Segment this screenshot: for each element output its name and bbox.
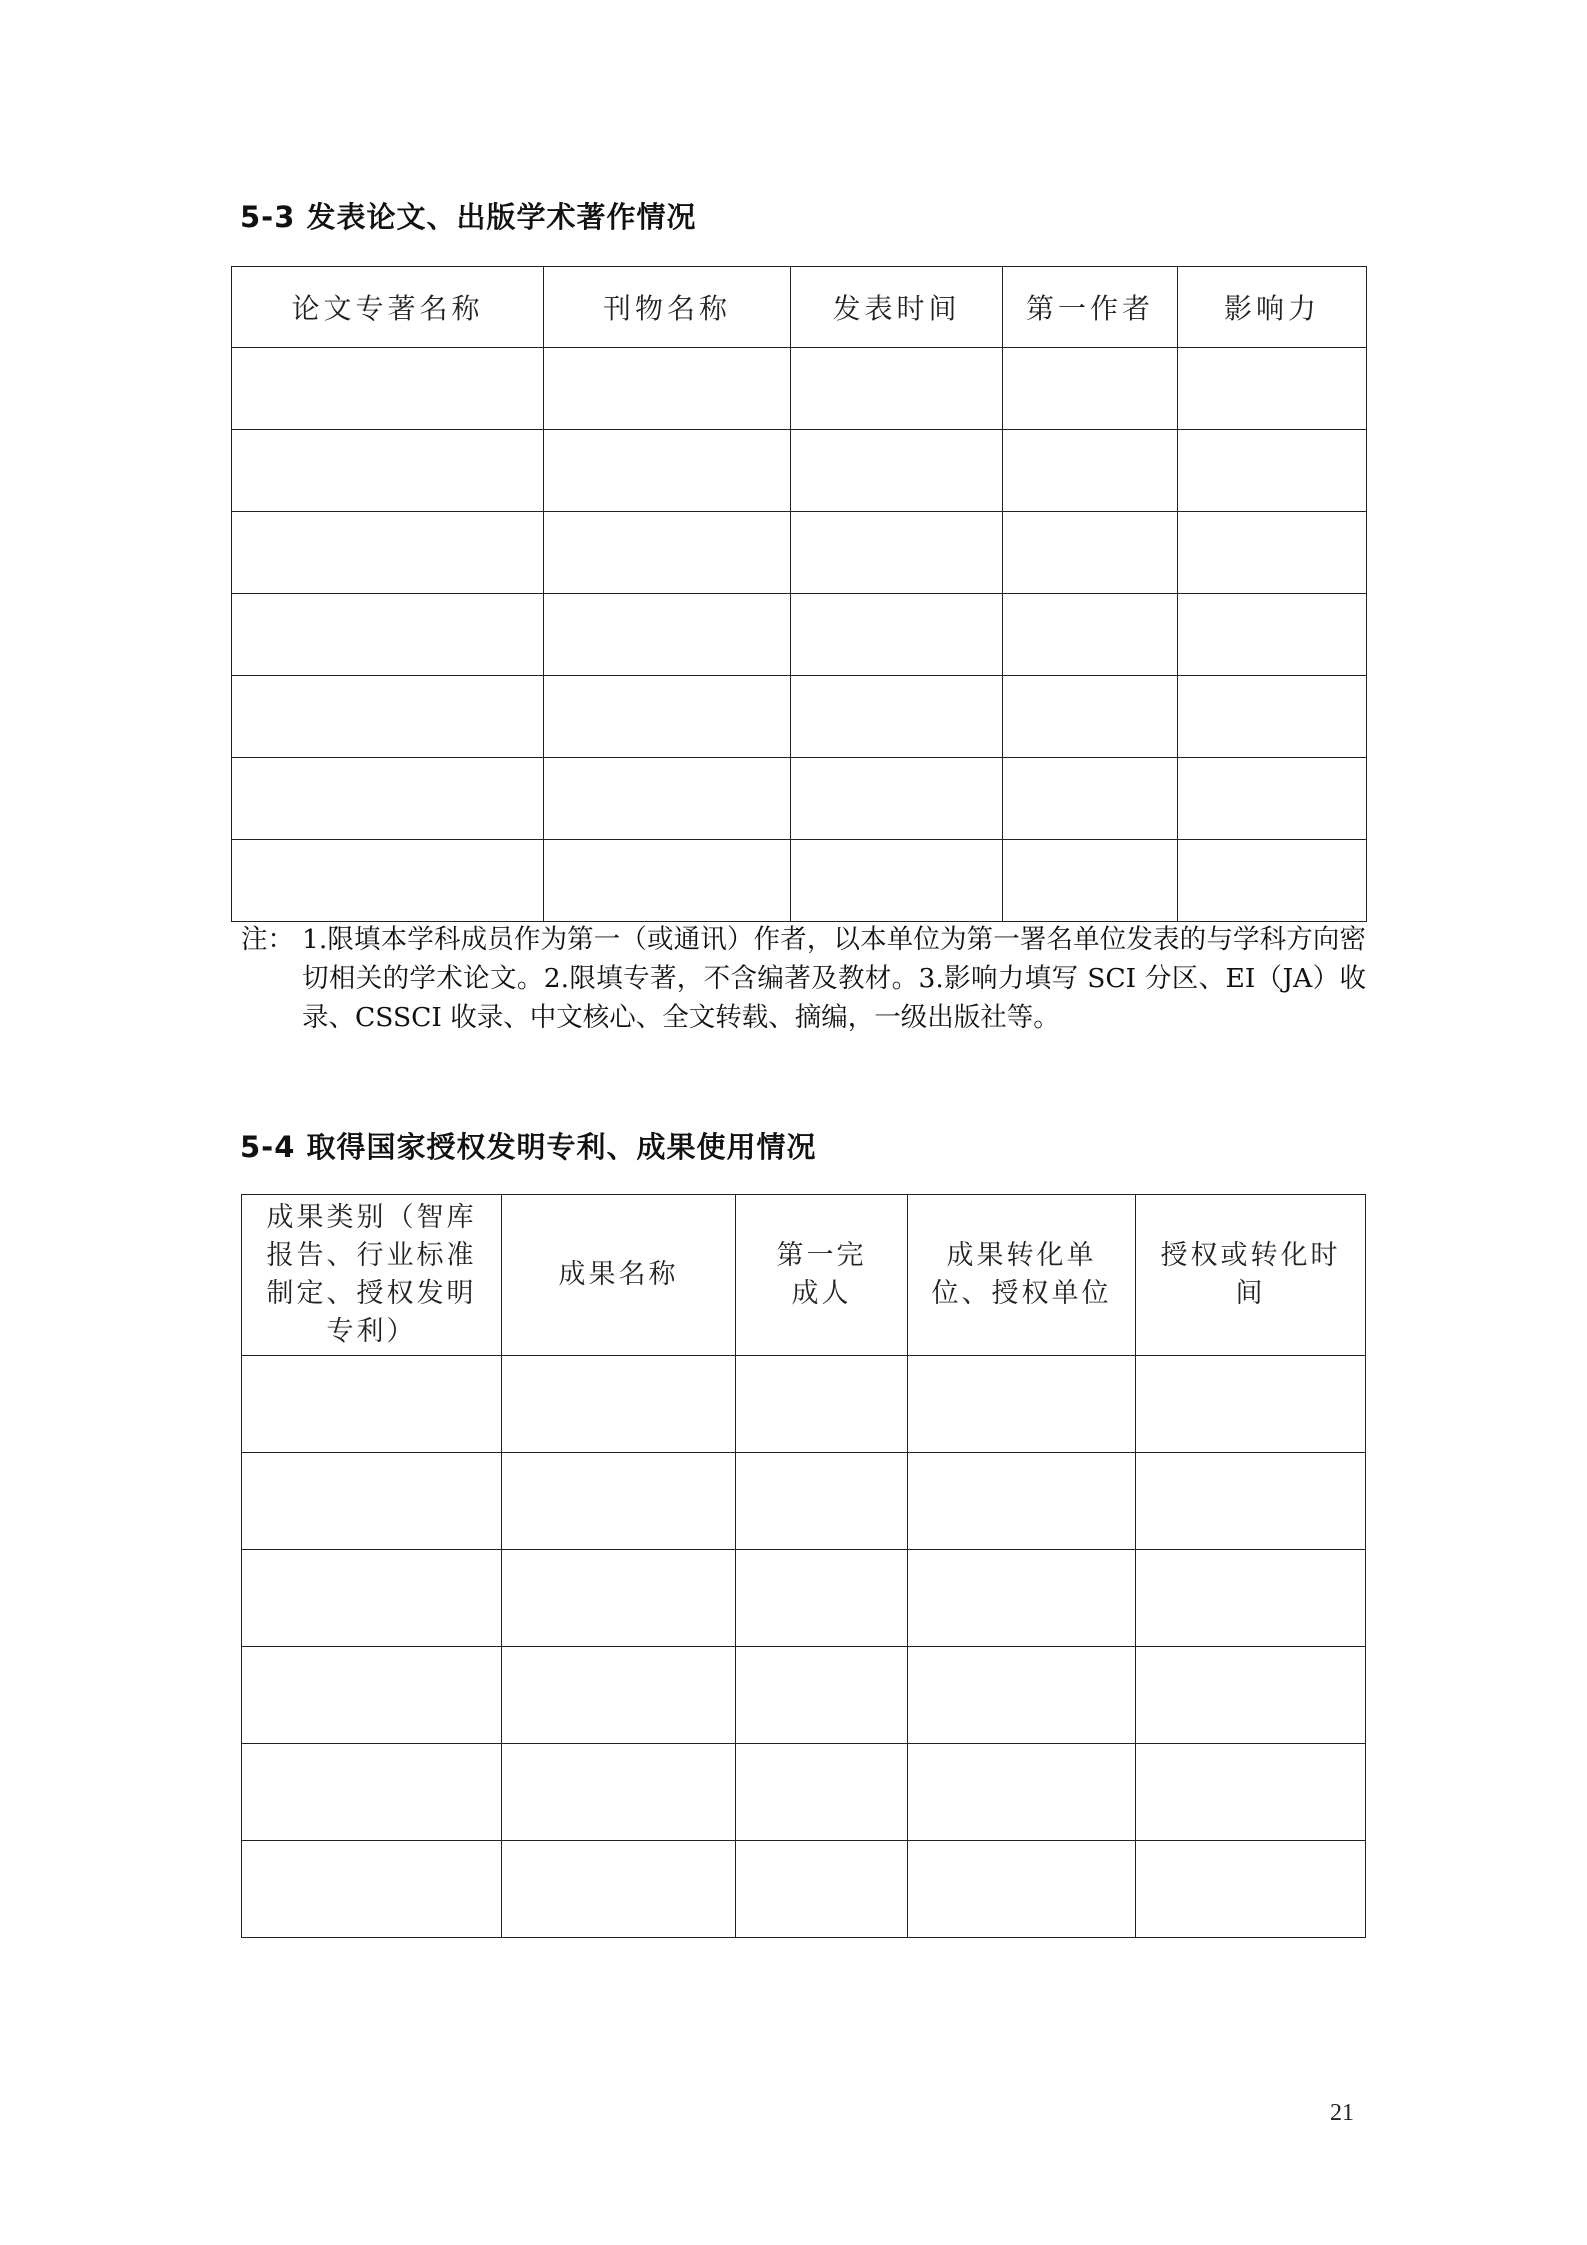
table-cell[interactable] (242, 1647, 502, 1744)
column-header-impact: 影响力 (1178, 267, 1367, 348)
table-row (242, 1550, 1366, 1647)
column-header-first-completer: 第一完成人 (736, 1195, 908, 1356)
table-cell[interactable] (908, 1453, 1136, 1550)
table-cell[interactable] (1003, 430, 1178, 512)
table-cell[interactable] (791, 758, 1003, 840)
section-5-4-title: 5-4 取得国家授权发明专利、成果使用情况 (240, 1130, 817, 1164)
table-cell[interactable] (232, 758, 544, 840)
table-cell[interactable] (1136, 1356, 1366, 1453)
table-row (232, 348, 1367, 430)
patents-table (241, 1194, 1366, 1938)
table-cell[interactable] (232, 348, 544, 430)
column-header-paper-name: 论文专著名称 (232, 267, 544, 348)
table-cell[interactable] (908, 1550, 1136, 1647)
note-text: 1.限填本学科成员作为第一（或通讯）作者，以本单位为第一署名单位发表的与学科方向密切相关的学术论文。2.限填专著，不含编著及教材。3.影响力填写 SCI 分区、EI（JA）收录、CSSCI 收录、中文核心、全文转载、摘编，一级出版社等。 (302, 924, 1366, 1033)
table-cell[interactable] (1003, 348, 1178, 430)
table-cell[interactable] (736, 1744, 908, 1841)
table-row (232, 594, 1367, 676)
table-cell[interactable] (544, 512, 791, 594)
section-5-3-title: 5-3 发表论文、出版学术著作情况 (240, 200, 697, 234)
table-row (242, 1356, 1366, 1453)
table-cell[interactable] (544, 840, 791, 922)
table-cell[interactable] (544, 758, 791, 840)
table-cell[interactable] (736, 1841, 908, 1938)
table-cell[interactable] (502, 1453, 736, 1550)
table-row (232, 430, 1367, 512)
table-cell[interactable] (791, 840, 1003, 922)
table-cell[interactable] (544, 430, 791, 512)
table-note (241, 920, 1366, 1037)
column-header-grant-time: 授权或转化时间 (1136, 1195, 1366, 1356)
table-cell[interactable] (1003, 594, 1178, 676)
table-cell[interactable] (908, 1356, 1136, 1453)
table-cell[interactable] (1136, 1550, 1366, 1647)
table-cell[interactable] (232, 840, 544, 922)
table-cell[interactable] (908, 1744, 1136, 1841)
table-cell[interactable] (1178, 594, 1367, 676)
table-cell[interactable] (1178, 840, 1367, 922)
table-cell[interactable] (242, 1453, 502, 1550)
table-cell[interactable] (1178, 758, 1367, 840)
table-cell[interactable] (242, 1841, 502, 1938)
table-cell[interactable] (1178, 348, 1367, 430)
table-cell[interactable] (1136, 1841, 1366, 1938)
table-cell[interactable] (1136, 1744, 1366, 1841)
table-cell[interactable] (544, 676, 791, 758)
table-cell[interactable] (1003, 758, 1178, 840)
papers-table (231, 266, 1367, 922)
table-cell[interactable] (1003, 840, 1178, 922)
table-row (242, 1647, 1366, 1744)
column-header-achievement-name: 成果名称 (502, 1195, 736, 1356)
table-cell[interactable] (232, 594, 544, 676)
column-header-first-author: 第一作者 (1003, 267, 1178, 348)
column-header-transfer-unit: 成果转化单位、授权单位 (908, 1195, 1136, 1356)
table-cell[interactable] (736, 1550, 908, 1647)
page-number: 21 (1330, 2100, 1354, 2126)
table-cell[interactable] (736, 1453, 908, 1550)
table-cell[interactable] (242, 1356, 502, 1453)
note-label: 注： (241, 924, 294, 955)
table-row (232, 512, 1367, 594)
table-header-row (232, 267, 1367, 348)
table-cell[interactable] (232, 430, 544, 512)
table-cell[interactable] (791, 430, 1003, 512)
column-header-achievement-type: 成果类别（智库报告、行业标准制定、授权发明专利） (242, 1195, 502, 1356)
table-cell[interactable] (1136, 1647, 1366, 1744)
table-cell[interactable] (502, 1744, 736, 1841)
table-cell[interactable] (502, 1841, 736, 1938)
table-row (232, 840, 1367, 922)
table-cell[interactable] (791, 512, 1003, 594)
table-cell[interactable] (544, 594, 791, 676)
table-cell[interactable] (1003, 676, 1178, 758)
table-cell[interactable] (1136, 1453, 1366, 1550)
table-cell[interactable] (242, 1744, 502, 1841)
table-cell[interactable] (544, 348, 791, 430)
table-cell[interactable] (232, 512, 544, 594)
table-cell[interactable] (908, 1647, 1136, 1744)
table-row (242, 1453, 1366, 1550)
table-row (232, 676, 1367, 758)
table-cell[interactable] (736, 1356, 908, 1453)
table-cell[interactable] (1178, 512, 1367, 594)
table-cell[interactable] (502, 1356, 736, 1453)
table-row (242, 1744, 1366, 1841)
column-header-publish-date: 发表时间 (791, 267, 1003, 348)
table-cell[interactable] (791, 348, 1003, 430)
table-cell[interactable] (791, 676, 1003, 758)
table-header-row (242, 1195, 1366, 1356)
table-cell[interactable] (232, 676, 544, 758)
table-cell[interactable] (502, 1647, 736, 1744)
table-cell[interactable] (736, 1647, 908, 1744)
table-cell[interactable] (1178, 430, 1367, 512)
table-cell[interactable] (1178, 676, 1367, 758)
table-cell[interactable] (908, 1841, 1136, 1938)
table-row (242, 1841, 1366, 1938)
table-cell[interactable] (242, 1550, 502, 1647)
column-header-journal-name: 刊物名称 (544, 267, 791, 348)
table-row (232, 758, 1367, 840)
table-cell[interactable] (791, 594, 1003, 676)
table-cell[interactable] (1003, 512, 1178, 594)
table-cell[interactable] (502, 1550, 736, 1647)
